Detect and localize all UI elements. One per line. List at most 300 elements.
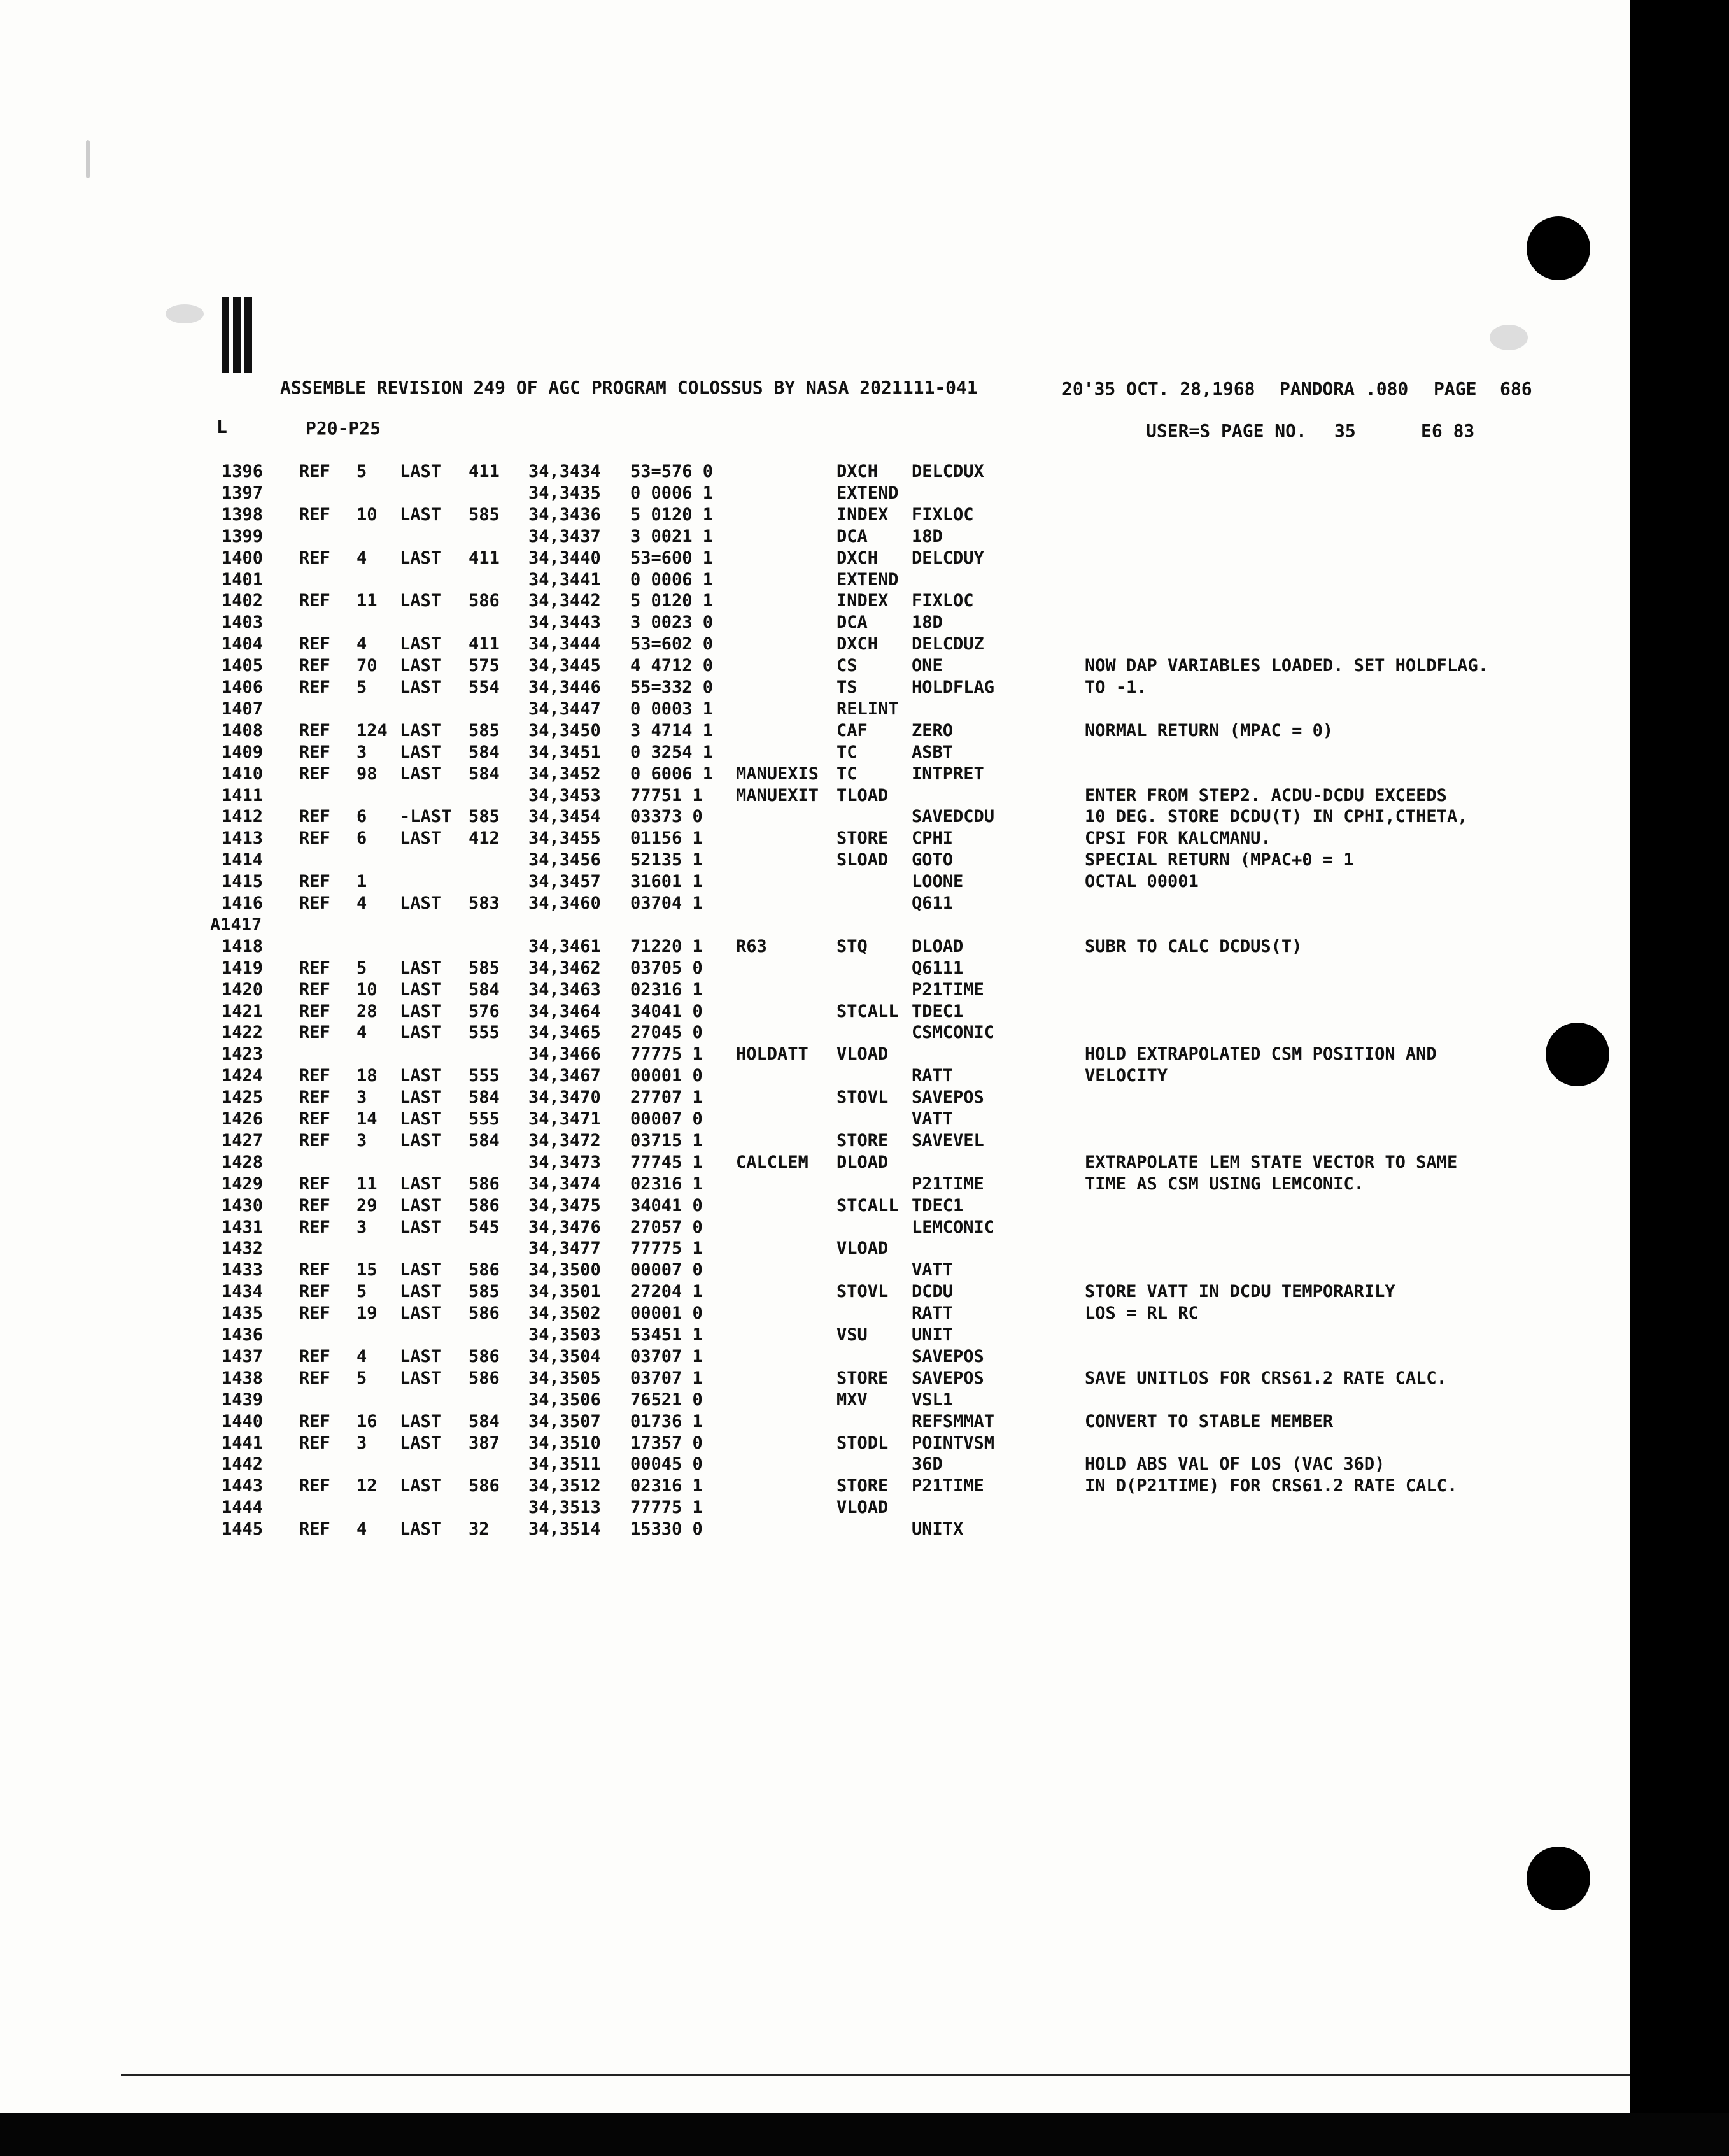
listing-row [0,677,1630,699]
cell-refn: 28 [356,1001,378,1021]
cell-addr: 34,3472 [528,1130,601,1151]
cell-code: 53451 1 [630,1325,703,1345]
cell-lastn: 585 [469,958,500,978]
cell-refn: 1 [356,872,367,892]
cell-ref: REF [299,893,330,913]
cell-code: 03715 1 [630,1130,703,1151]
cell-lastn: 586 [469,1476,500,1496]
cell-ref: REF [299,1368,330,1388]
cell-comment: SPECIAL RETURN (MPAC+0 = 1 [1085,850,1354,870]
cell-line: 1413 [222,828,264,849]
cell-ref: REF [299,591,330,611]
cell-code: 76521 0 [630,1389,703,1410]
cell-refn: 5 [356,1368,367,1388]
cell-code: 27057 0 [630,1217,703,1237]
cell-ref: REF [299,1001,330,1021]
report-title: ASSEMBLE REVISION 249 OF AGC PROGRAM COLOSSUS BY NASA 2021111-041 [280,377,978,398]
cell-operand: CSMCONIC [912,1023,995,1043]
cell-last: LAST [400,893,442,913]
cell-last: LAST [400,979,442,1000]
cell-last: LAST [400,1519,442,1540]
cell-code: 5 0120 1 [630,591,714,611]
listing-row [0,1497,1630,1519]
cell-code: 27204 1 [630,1282,703,1302]
cell-op: STORE [836,1368,889,1388]
cell-code: 0 3254 1 [630,742,714,762]
cell-operand: FIXLOC [912,591,974,611]
cell-comment: SUBR TO CALC DCDUS(T) [1085,936,1302,956]
cell-lastn: 32 [469,1519,490,1540]
cell-comment: CPSI FOR KALCMANU. [1085,828,1271,849]
cell-addr: 34,3435 [528,483,601,503]
listing-row [0,1324,1630,1346]
cell-last: LAST [400,1195,442,1216]
cell-code: 3 0023 0 [630,613,714,633]
cell-code: 55=332 0 [630,677,714,697]
cell-line: 1433 [222,1260,264,1280]
cell-code: 00001 0 [630,1066,703,1086]
cell-code: 17357 0 [630,1433,703,1453]
cell-addr: 34,3462 [528,958,601,978]
cell-operand: GOTO [912,850,954,870]
cell-refn: 3 [356,1217,367,1237]
cell-code: 52135 1 [630,850,703,870]
cell-op: DLOAD [836,1152,889,1172]
listing-row [0,1346,1630,1368]
cell-line: 1444 [222,1498,264,1518]
cell-addr: 34,3511 [528,1454,601,1475]
listing-row [0,526,1630,548]
cell-last: LAST [400,1303,442,1324]
cell-lastn: 584 [469,1130,500,1151]
user-page-label: USER=S PAGE NO. [1146,420,1307,441]
cell-operand: ONE [912,656,943,676]
cell-addr: 34,3507 [528,1411,601,1431]
cell-last: LAST [400,828,442,849]
cell-op: TLOAD [836,785,889,805]
cell-line: 1445 [222,1519,264,1540]
cell-addr: 34,3477 [528,1238,601,1259]
cell-op: STORE [836,1476,889,1496]
cell-comment: IN D(P21TIME) FOR CRS61.2 RATE CALC. [1085,1476,1458,1496]
cell-ref: REF [299,807,330,827]
listing-row [0,785,1630,807]
cell-ref: REF [299,720,330,741]
cell-operand: DELCDUX [912,462,984,481]
cell-code: 53=576 0 [630,462,714,481]
cell-lastn: 585 [469,504,500,525]
cell-operand: VATT [912,1260,954,1280]
scan-border [0,2113,1729,2156]
cell-refn: 10 [356,504,378,525]
cell-addr: 34,3505 [528,1368,601,1388]
cell-code: 77745 1 [630,1152,703,1172]
cell-refn: 6 [356,828,367,849]
cell-line: 1421 [222,1001,264,1021]
listing-row [0,1087,1630,1109]
cell-refn: 29 [356,1195,378,1216]
cell-line: 1398 [222,504,264,525]
cell-line: 1411 [222,785,264,805]
cell-line: 1401 [222,569,264,590]
cell-code: 4 4712 0 [630,656,714,676]
cell-code: 03704 1 [630,893,703,913]
cell-operand: Q611 [912,893,954,913]
cell-addr: 34,3476 [528,1217,601,1237]
cell-addr: 34,3446 [528,677,601,697]
cell-lastn: 584 [469,763,500,784]
cell-line: 1397 [222,483,264,503]
listing-row [0,1303,1630,1324]
cell-operand: DELCDUY [912,548,984,568]
listing-row [0,699,1630,720]
cell-lastn: 584 [469,1088,500,1108]
cell-ref: REF [299,1519,330,1540]
cell-ref: REF [299,1066,330,1086]
listing-row [0,914,1630,936]
cell-ref: REF [299,1109,330,1129]
cell-last: LAST [400,1023,442,1043]
cell-lastn: 411 [469,548,500,568]
listing-row [0,612,1630,634]
cell-code: 53=602 0 [630,634,714,655]
cell-addr: 34,3455 [528,828,601,849]
cell-ref: REF [299,1023,330,1043]
cell-refn: 4 [356,548,367,568]
cell-line: 1409 [222,742,264,762]
cell-ref: REF [299,1195,330,1216]
cell-op: DCA [836,613,868,633]
cell-operand: 18D [912,526,943,546]
listing-row [0,1065,1630,1087]
cell-refn: 3 [356,742,367,762]
cell-addr: 34,3503 [528,1325,601,1345]
cell-ref: REF [299,1088,330,1108]
listing-row [0,1195,1630,1217]
listing-row [0,634,1630,655]
cell-lastn: 586 [469,1260,500,1280]
cell-line: 1441 [222,1433,264,1453]
cell-last: LAST [400,1217,442,1237]
cell-operand: POINTVSM [912,1433,995,1453]
cell-op: TC [836,742,857,762]
cell-line: 1428 [222,1152,264,1172]
cell-comment: TIME AS CSM USING LEMCONIC. [1085,1174,1364,1194]
cell-code: 3 4714 1 [630,720,714,741]
cell-refn: 19 [356,1303,378,1324]
scan-speck [86,140,90,178]
cell-addr: 34,3442 [528,591,601,611]
cell-ref: REF [299,462,330,481]
cell-line: A1417 [210,914,262,935]
cell-operand: SAVEPOS [912,1346,984,1366]
cell-line: 1412 [222,807,264,827]
cell-operand: RATT [912,1066,954,1086]
cell-comment: SAVE UNITLOS FOR CRS61.2 RATE CALC. [1085,1368,1447,1388]
cell-operand: P21TIME [912,1174,984,1194]
cell-last: LAST [400,958,442,978]
cell-op: STORE [836,1130,889,1151]
listing-row [0,483,1630,504]
cell-operand: HOLDFLAG [912,677,995,697]
cell-code: 3 0021 1 [630,526,714,546]
cell-lastn: 585 [469,807,500,827]
cell-operand: DELCDUZ [912,634,984,655]
report-datetime: 20'35 OCT. 28,1968 [1062,378,1255,399]
cell-operand: VATT [912,1109,954,1129]
cell-ref: REF [299,1282,330,1302]
cell-lastn: 586 [469,1368,500,1388]
cell-lastn: 555 [469,1109,500,1129]
cell-line: 1400 [222,548,264,568]
cell-ref: REF [299,1411,330,1431]
cell-addr: 34,3443 [528,613,601,633]
cell-line: 1414 [222,850,264,870]
cell-code: 77775 1 [630,1044,703,1065]
cell-addr: 34,3461 [528,936,601,956]
listing-row [0,569,1630,591]
cell-line: 1408 [222,720,264,741]
punch-hole [1527,1847,1590,1910]
cell-last: LAST [400,462,442,481]
cell-addr: 34,3501 [528,1282,601,1302]
cell-operand: 18D [912,613,943,633]
cell-comment: NORMAL RETURN (MPAC = 0) [1085,720,1334,741]
cell-operand: SAVEPOS [912,1368,984,1388]
cell-refn: 12 [356,1476,378,1496]
cell-last: -LAST [400,807,452,827]
listing-row [0,590,1630,612]
cell-op: RELINT [836,699,899,719]
cell-refn: 18 [356,1066,378,1086]
user-page-extra: E6 83 [1421,420,1475,441]
cell-line: 1436 [222,1325,264,1345]
cell-addr: 34,3502 [528,1303,601,1324]
cell-addr: 34,3514 [528,1519,601,1540]
cell-comment: LOS = RL RC [1085,1303,1199,1324]
cell-line: 1434 [222,1282,264,1302]
listing-row [0,1130,1630,1152]
cell-line: 1420 [222,979,264,1000]
cell-ref: REF [299,1476,330,1496]
cell-addr: 34,3506 [528,1389,601,1410]
cell-code: 02316 1 [630,979,703,1000]
cell-addr: 34,3440 [528,548,601,568]
cell-operand: 36D [912,1454,943,1475]
cell-op: EXTEND [836,569,899,590]
cell-code: 27707 1 [630,1088,703,1108]
cell-last: LAST [400,1433,442,1453]
cell-operand: ZERO [912,720,954,741]
cell-refn: 4 [356,893,367,913]
cell-refn: 5 [356,958,367,978]
cell-ref: REF [299,1260,330,1280]
cell-comment: OCTAL 00001 [1085,872,1199,892]
cell-ref: REF [299,1130,330,1151]
cell-ref: REF [299,828,330,849]
listing-row [0,1217,1630,1238]
cell-last: LAST [400,591,442,611]
cell-op: DXCH [836,548,879,568]
listing-row [0,1001,1630,1023]
cell-operand: UNIT [912,1325,954,1345]
listing-row [0,1238,1630,1259]
punch-hole [1546,1023,1609,1086]
cell-operand: UNITX [912,1519,964,1540]
cell-last: LAST [400,1001,442,1021]
cell-operand: SAVEVEL [912,1130,984,1151]
cell-comment: ENTER FROM STEP2. ACDU-DCDU EXCEEDS [1085,785,1447,805]
cell-line: 1437 [222,1346,264,1366]
cell-code: 77775 1 [630,1498,703,1518]
listing-row [0,1152,1630,1174]
cell-refn: 4 [356,1023,367,1043]
cell-addr: 34,3473 [528,1152,601,1172]
cell-ref: REF [299,1217,330,1237]
cell-lastn: 412 [469,828,500,849]
listing-row [0,1389,1630,1411]
cell-comment: TO -1. [1085,677,1147,697]
cell-lastn: 584 [469,979,500,1000]
cell-comment: NOW DAP VARIABLES LOADED. SET HOLDFLAG. [1085,656,1488,676]
cell-operand: LEMCONIC [912,1217,995,1237]
cell-operand: P21TIME [912,979,984,1000]
cell-line: 1406 [222,677,264,697]
cell-addr: 34,3445 [528,656,601,676]
cell-op: CS [836,656,857,676]
cell-code: 77751 1 [630,785,703,805]
cell-last: LAST [400,1282,442,1302]
cell-code: 03705 0 [630,958,703,978]
cell-line: 1396 [222,462,264,481]
cell-op: STOVL [836,1088,889,1108]
listing-row [0,742,1630,763]
cell-line: 1427 [222,1130,264,1151]
cell-op: SLOAD [836,850,889,870]
cell-ref: REF [299,504,330,525]
scan-speck [166,304,204,323]
cell-addr: 34,3466 [528,1044,601,1065]
cell-line: 1439 [222,1389,264,1410]
cell-addr: 34,3475 [528,1195,601,1216]
cell-addr: 34,3513 [528,1498,601,1518]
cell-operand: Q6111 [912,958,964,978]
cell-last: LAST [400,1476,442,1496]
cell-last: LAST [400,1130,442,1151]
bottom-rule [121,2074,1630,2076]
cell-last: LAST [400,1174,442,1194]
cell-line: 1440 [222,1411,264,1431]
cell-op: DCA [836,526,868,546]
cell-line: 1431 [222,1217,264,1237]
cell-label: MANUEXIT [736,785,819,805]
cell-operand: INTPRET [912,763,984,784]
cell-refn: 4 [356,634,367,655]
cell-addr: 34,3451 [528,742,601,762]
cell-addr: 34,3450 [528,720,601,741]
cell-op: DXCH [836,634,879,655]
cell-ref: REF [299,763,330,784]
cell-comment: EXTRAPOLATE LEM STATE VECTOR TO SAME [1085,1152,1458,1172]
cell-lastn: 575 [469,656,500,676]
cell-lastn: 586 [469,1195,500,1216]
cell-lastn: 586 [469,1174,500,1194]
listing-row [0,1281,1630,1303]
cell-lastn: 555 [469,1066,500,1086]
cell-addr: 34,3441 [528,569,601,590]
listing-row [0,828,1630,849]
listing-row [0,1109,1630,1130]
cell-last: LAST [400,548,442,568]
cell-comment: HOLD ABS VAL OF LOS (VAC 36D) [1085,1454,1385,1475]
cell-refn: 3 [356,1088,367,1108]
cell-last: LAST [400,1411,442,1431]
binder-tab-mark [222,297,229,373]
cell-addr: 34,3467 [528,1066,601,1086]
cell-line: 1419 [222,958,264,978]
cell-operand: P21TIME [912,1476,984,1496]
cell-ref: REF [299,548,330,568]
cell-code: 00007 0 [630,1109,703,1129]
cell-label: MANUEXIS [736,763,819,784]
cell-last: LAST [400,1066,442,1086]
listing-row [0,763,1630,785]
cell-operand: SAVEDCDU [912,807,995,827]
cell-line: 1407 [222,699,264,719]
cell-operand: FIXLOC [912,504,974,525]
cell-code: 01736 1 [630,1411,703,1431]
listing-row [0,1433,1630,1454]
cell-lastn: 586 [469,1346,500,1366]
cell-addr: 34,3460 [528,893,601,913]
cell-operand: DLOAD [912,936,964,956]
cell-last: LAST [400,742,442,762]
cell-refn: 4 [356,1519,367,1540]
binder-tab-mark [233,297,241,373]
listing-row [0,1368,1630,1389]
listing-row [0,979,1630,1001]
cell-ref: REF [299,958,330,978]
cell-code: 27045 0 [630,1023,703,1043]
cell-op: STOVL [836,1282,889,1302]
listing-row [0,1475,1630,1497]
page-label: PAGE [1434,378,1477,399]
cell-last: LAST [400,1260,442,1280]
cell-refn: 5 [356,462,367,481]
listing-row [0,1022,1630,1044]
page-number: 686 [1500,378,1532,399]
cell-code: 0 0006 1 [630,483,714,503]
cell-ref: REF [299,1433,330,1453]
cell-operand: REFSMMAT [912,1411,995,1431]
cell-label: R63 [736,936,767,956]
listing-row [0,1454,1630,1475]
cell-op: STORE [836,828,889,849]
cell-code: 5 0120 1 [630,504,714,525]
cell-ref: REF [299,677,330,697]
cell-line: 1422 [222,1023,264,1043]
cell-op: VSU [836,1325,868,1345]
cell-refn: 14 [356,1109,378,1129]
cell-operand: DCDU [912,1282,954,1302]
cell-lastn: 583 [469,893,500,913]
cell-code: 00045 0 [630,1454,703,1475]
cell-refn: 4 [356,1346,367,1366]
listing-row [0,958,1630,979]
cell-operand: VSL1 [912,1389,954,1410]
listing-row [0,1411,1630,1433]
cell-ref: REF [299,872,330,892]
